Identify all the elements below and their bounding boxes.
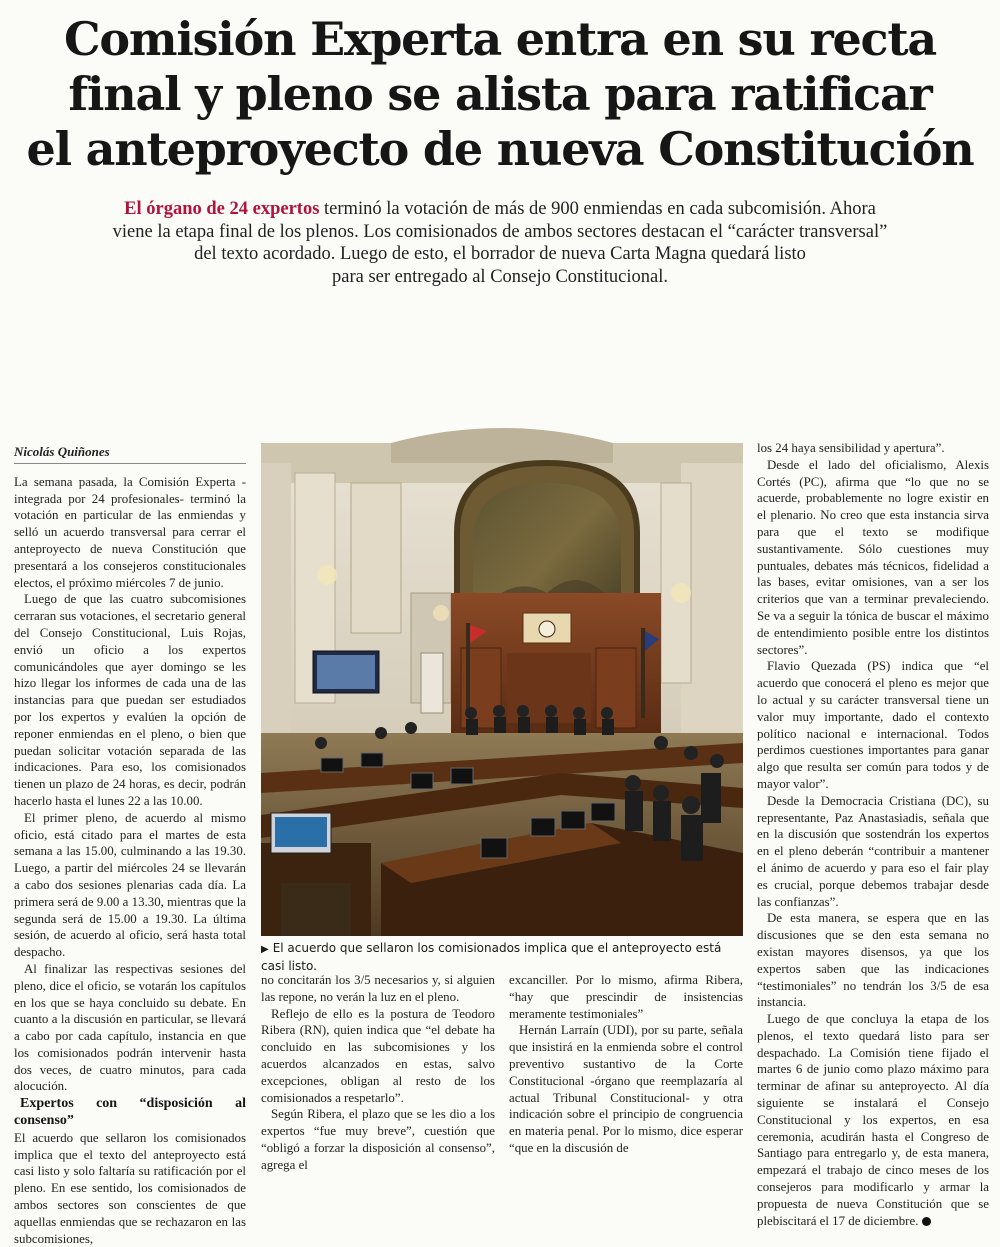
paragraph: El acuerdo que sellaron los comisionados implica que el texto del anteproyecto está casi listo y solo faltaría su ratificación por el pleno. En ese sentido, los comisionados de ambos sectores son conscientes de que aquellas enmiendas que se rechazaron en las subcomisiones,: [14, 1130, 246, 1246]
headline-line-3: el anteproyecto de nueva Constitución: [26, 122, 974, 176]
end-of-article-icon: [922, 1217, 931, 1226]
paragraph: El primer pleno, de acuerdo al mismo oficio, está citado para el martes de esta semana a las 15.00, culminando a las 19.30. Luego, a partir del miércoles 24 se llevarán a cabo dos sesiones plenarias cada día. La primera será de 9.00 a 13.30, mientras que la segunda será de 15.00 a 19.30. La última sesión, de acuerdo al oficio, será hasta total despacho.: [14, 810, 246, 960]
article-column-1: [14, 444, 246, 1247]
caption-text: El acuerdo que sellaron los comisionados implica que el anteproyecto está casi listo.: [261, 941, 722, 973]
paragraph: Luego de que las cuatro subcomisiones cerraran sus votaciones, el secretario general del Consejo Constitucional, Luis Rojas, envió un oficio a los expertos comunicándoles que ayer domingo se les hizo llegar los informes de cada una de las instancias para que puedan ser estudiados por los expertos y evalúen la opción de reponer enmiendas en el pleno, o bien que puedan solicitar votación separada de las indicaciones. Para eso, los comisionados tienen un plazo de 24 horas, es decir, podrán hacerlo hasta el lunes 22 a las 10.00.: [14, 592, 246, 808]
subheading: Expertos con “disposición al consenso”: [14, 1096, 246, 1129]
byline: Nicolás Quiñones: [14, 444, 246, 464]
lead-highlight: El órgano de 24 expertos: [124, 199, 320, 219]
lead-line-2: viene la etapa final de los plenos. Los comisionados de ambos sectores destacan el “carácter transversal”: [112, 221, 888, 242]
article-column-3: [509, 972, 743, 1157]
lead-line-3: del texto acordado. Luego de esto, el borrador de nueva Carta Magna quedará listo: [194, 244, 806, 264]
paragraph: los 24 haya sensibilidad y apertura”.: [757, 441, 945, 455]
paragraph: [757, 1011, 989, 1229]
lead-paragraph: [100, 198, 900, 288]
paragraph: excanciller. Por lo mismo, afirma Ribera, “hay que prescindir de insistencias meramente testimoniales”: [509, 973, 743, 1021]
paragraph: Desde el lado del oficialismo, Alexis Cortés (PC), afirma que “lo que no se acuerde, probablemente no logre existir en el plenario. No creo que esta instancia sirva para que el texto se modifique sustantivamente. Sólo cuestiones muy puntuales, debates más técnicos, fidelidad a las bases, evitar omisiones, van a ser los criterios que van a terminar prevaleciendo. Se va a seguir la tónica de buscar el máximo de entendimiento posible entre los distintos sectores”.: [757, 457, 989, 657]
paragraph: La semana pasada, la Comisión Experta -integrada por 24 profesionales- terminó la votación en particular de las enmiendas y selló un acuerdo transversal para cerrar el anteproyecto de nueva Constitución que presentará a los consejeros constitucionales electos, el próximo miércoles 7 de junio.: [14, 474, 246, 590]
headline: [20, 12, 980, 177]
headline-line-2: final y pleno se alista para ratificar: [68, 67, 932, 121]
paragraph: De esta manera, se espera que en las discusiones que se den esta semana no existan mayores disensos, ya que los expertos saben que las indicaciones “testimoniales” no tendrán los 3/5 de esa instancia.: [757, 911, 989, 1010]
lead-line-4: para ser entregado al Consejo Constitucional.: [332, 266, 668, 287]
headline-line-1: Comisión Experta entra en su recta: [63, 12, 937, 66]
closing-text: Luego de que concluya la etapa de los plenos, el texto quedará listo para ser despachado. La Comisión tiene fijado el martes 6 de junio como plazo máximo para terminar de afinar su anteproyecto. Al día siguiente se instalará el Consejo Constitucional y los expertos, en esa ceremonia, acudirán hasta el Congreso de Santiago para entregarlo y, de esta manera, empezará el trabajo de cinco meses de los consejeros para modificarlo y armar la propuesta de nueva Constitución que se plebiscitará el 17 de diciembre.: [757, 1012, 989, 1228]
lead-line-1-rest: terminó la votación de más de 900 enmiendas en cada subcomisión. Ahora: [319, 199, 876, 219]
paragraph: Reflejo de ello es la postura de Teodoro Ribera (RN), quien indica que “el debate ha concluido en las subcomisiones y los acuerdos alcanzados en estas, salvo excepciones, obligan al resto de los comisionados a respetarlo”.: [261, 1006, 495, 1105]
paragraph: Según Ribera, el plazo que se les dio a los expertos “fue muy breve”, cuestión que “obligó a forzar la disposición al consenso”, agrega el: [261, 1107, 495, 1172]
paragraph: Al finalizar las respectivas sesiones del pleno, dice el oficio, se votarán los capítulos en los que se haya concluido su debate. En cuanto a la discusión en particular, se llevará a cabo por cada capítulo, instancia en que los comisionados podrán intervenir hasta dos veces, de cuatro minutos, para cada alocución.: [14, 961, 246, 1094]
article-column-2: [261, 972, 495, 1174]
paragraph: Desde la Democracia Cristiana (DC), su representante, Paz Anastasiadis, señala que en la discusión que sostendrán los expertos en el pleno deberán “contribuir a mantener el ánimo de acuerdo y para eso el fair play es crucial, porque debemos trabajar desde las confianzas”.: [757, 793, 989, 909]
paragraph: Flavio Quezada (PS) indica que “el acuerdo que conocerá el pleno es mejor que lo actual y su carácter transversal tiene un valor muy importante, dado el contexto político nacional e internacional. Todos perdimos cuestiones importantes para ganar algo que resulta ser común para todos y de mayor valor”.: [757, 659, 989, 791]
paragraph: no concitarán los 3/5 necesarios y, si alguien las repone, no verán la luz en el pleno.: [261, 973, 495, 1004]
lead-line-1: [100, 198, 900, 221]
article-column-4: [757, 440, 989, 1229]
plenary-hall-photo: [261, 443, 743, 936]
paragraph: Hernán Larraín (UDI), por su parte, señala que insistirá en la enmienda sobre el control preventivo sustantivo de la Corte Constitucional -órgano que reemplazaría al actual Tribunal Constitucional- y otra indicación sobre el principio de congruencia en materia penal. Por lo mismo, dice esperar “que en la discusión de: [509, 1023, 743, 1155]
photo-caption: [261, 940, 743, 974]
play-triangle-icon: ▶: [261, 944, 269, 955]
